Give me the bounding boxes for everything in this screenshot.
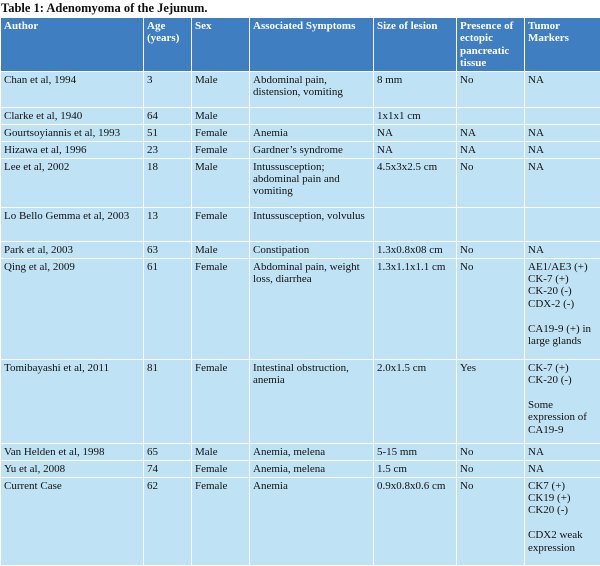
cell-sex: Male [192, 241, 250, 258]
cell-size: 2.0x1.5 cm [374, 359, 457, 443]
cell-author: Lee et al, 2002 [1, 158, 144, 207]
cell-markers: NA [525, 124, 600, 141]
cell-markers: NA [525, 71, 600, 107]
column-header-size: Size of lesion [374, 18, 457, 72]
cell-symptoms: Anemia, melena [250, 443, 374, 460]
cell-author: Clarke et al, 1940 [1, 107, 144, 124]
cell-ectopic: No [457, 241, 525, 258]
table-row [1, 258, 600, 359]
cell-markers [525, 107, 600, 124]
cell-sex: Female [192, 258, 250, 359]
cell-author: Gourtsoyiannis et al, 1993 [1, 124, 144, 141]
cell-age: 18 [144, 158, 192, 207]
cell-author: Lo Bello Gemma et al, 2003 [1, 207, 144, 241]
cell-markers: CK-7 (+) CK-20 (-) Some expression of CA19-9 [525, 359, 600, 443]
cell-size: 4.5x3x2.5 cm [374, 158, 457, 207]
cell-age: 13 [144, 207, 192, 241]
cell-sex: Female [192, 359, 250, 443]
cell-ectopic: No [457, 477, 525, 565]
table-header-row [1, 18, 600, 72]
table-row [1, 443, 600, 460]
cell-author: Yu et al, 2008 [1, 460, 144, 477]
cell-sex: Male [192, 158, 250, 207]
column-header-age: Age (years) [144, 18, 192, 72]
table-row [1, 158, 600, 207]
cell-age: 81 [144, 359, 192, 443]
cell-markers: NA [525, 158, 600, 207]
cell-size [374, 207, 457, 241]
cell-symptoms: Anemia [250, 477, 374, 565]
cell-age: 64 [144, 107, 192, 124]
cell-symptoms: Abdominal pain, weight loss, diarrhea [250, 258, 374, 359]
cell-author: Park et al, 2003 [1, 241, 144, 258]
cell-author: Chan et al, 1994 [1, 71, 144, 107]
cell-symptoms: Anemia [250, 124, 374, 141]
cell-author: Qing et al, 2009 [1, 258, 144, 359]
table-row [1, 359, 600, 443]
table-row [1, 460, 600, 477]
cell-markers: NA [525, 460, 600, 477]
cell-symptoms: Intestinal obstruction, anemia [250, 359, 374, 443]
cell-markers: NA [525, 141, 600, 158]
table-row [1, 124, 600, 141]
cell-ectopic [457, 207, 525, 241]
cell-age: 74 [144, 460, 192, 477]
cell-sex: Female [192, 460, 250, 477]
cell-symptoms [250, 107, 374, 124]
cell-markers: CK7 (+) CK19 (+) CK20 (-) CDX2 weak expression [525, 477, 600, 565]
cell-symptoms: Intussusception; abdominal pain and vomiting [250, 158, 374, 207]
cell-symptoms: Constipation [250, 241, 374, 258]
cell-size: 1.3x1.1x1.1 cm [374, 258, 457, 359]
cell-size: 8 mm [374, 71, 457, 107]
cell-symptoms: Anemia, melena [250, 460, 374, 477]
cell-ectopic: No [457, 71, 525, 107]
column-header-sex: Sex [192, 18, 250, 72]
table-row [1, 241, 600, 258]
cell-author: Hizawa et al, 1996 [1, 141, 144, 158]
cell-sex: Female [192, 124, 250, 141]
table-title: Table 1: Adenomyoma of the Jejunum. [0, 0, 600, 17]
cell-age: 65 [144, 443, 192, 460]
cell-size: 1x1x1 cm [374, 107, 457, 124]
table-row [1, 477, 600, 565]
cell-symptoms: Gardner’s syndrome [250, 141, 374, 158]
cell-age: 23 [144, 141, 192, 158]
cell-sex: Female [192, 207, 250, 241]
cell-ectopic: No [457, 258, 525, 359]
cell-symptoms: Abdominal pain, distension, vomiting [250, 71, 374, 107]
cell-sex: Male [192, 107, 250, 124]
cell-markers: NA [525, 241, 600, 258]
table-row [1, 141, 600, 158]
cell-ectopic: No [457, 158, 525, 207]
column-header-tumor-markers: Tumor Markers [525, 18, 600, 72]
cell-age: 3 [144, 71, 192, 107]
cell-sex: Female [192, 141, 250, 158]
table-row [1, 207, 600, 241]
cell-ectopic: NA [457, 124, 525, 141]
cell-author: Current Case [1, 477, 144, 565]
cell-age: 61 [144, 258, 192, 359]
column-header-author: Author [1, 18, 144, 72]
cell-author: Van Helden et al, 1998 [1, 443, 144, 460]
cell-ectopic [457, 107, 525, 124]
cell-ectopic: No [457, 443, 525, 460]
cell-ectopic: NA [457, 141, 525, 158]
cell-author: Tomibayashi et al, 2011 [1, 359, 144, 443]
cell-size: 5-15 mm [374, 443, 457, 460]
column-header-ectopic-tissue: Presence of ectopic pancreatic tissue [457, 18, 525, 72]
cell-sex: Male [192, 443, 250, 460]
table-row [1, 71, 600, 107]
cell-markers: AE1/AE3 (+) CK-7 (+) CK-20 (-) CDX-2 (-) CA19-9 (+) in large glands [525, 258, 600, 359]
cell-size: NA [374, 141, 457, 158]
adenomyoma-table [0, 17, 600, 566]
cell-size: NA [374, 124, 457, 141]
cell-sex: Male [192, 71, 250, 107]
cell-symptoms: Intussusception, volvulus [250, 207, 374, 241]
cell-markers [525, 207, 600, 241]
cell-size: 0.9x0.8x0.6 cm [374, 477, 457, 565]
cell-age: 63 [144, 241, 192, 258]
table-row [1, 107, 600, 124]
cell-age: 62 [144, 477, 192, 565]
cell-ectopic: Yes [457, 359, 525, 443]
cell-ectopic: No [457, 460, 525, 477]
cell-size: 1.5 cm [374, 460, 457, 477]
cell-size: 1.3x0.8x08 cm [374, 241, 457, 258]
column-header-symptoms: Associated Symptoms [250, 18, 374, 72]
cell-sex: Female [192, 477, 250, 565]
cell-markers: NA [525, 443, 600, 460]
cell-age: 51 [144, 124, 192, 141]
